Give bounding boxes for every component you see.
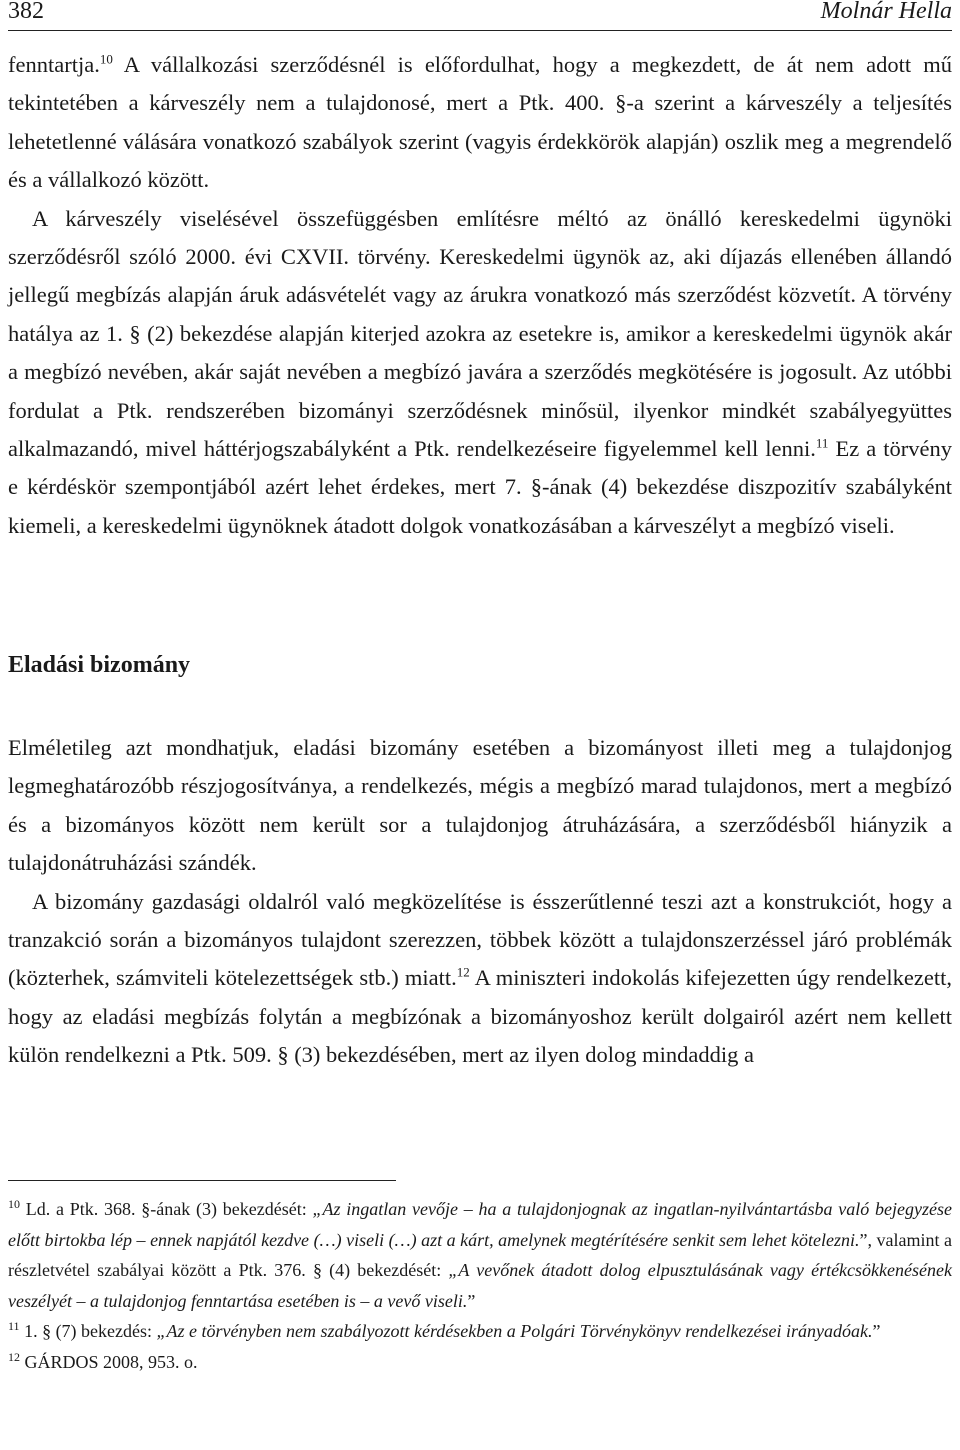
footnote-10: $^{10}$ Ld. a Ptk. 368. §-ának (3) bekezdését: „Az ingatlan vevője – ha a tulajdonjognak az ingatlan-nyilvántartásba való bejegyzése előtt birtokba lép – ennek napjától kezdve (…) viseli (…) azt a kárt, amelynek megtérítésére senkit sem lehet kötelezni.”, valamint a részletvétel szabályai között a Ptk. 376. § (4) bekezdését: „A vevőnek átadott dolog elpusztulásának vagy értékcsökkenésének veszélyét – a tulajdonjog fenntartása esetében is – a vevő viseli.” — [8, 1197, 953, 1311]
paragraph: fenntartja.$^{10}$ A vállalkozási szerződésnél is előfordulhat, hogy a megkezdett, de át nem adott mű tekintetében a kárveszély nem a tulajdonosé, mert a Ptk. 400. §-a szerint a kárveszély a teljesítés lehetetlenné válására vonatkozó szabályok szerint (vagyis érdekkörök alapján) oszlik meg a megrendelő és a vállalkozó között. — [8, 51, 952, 193]
footnote-ref-12: 12 — [456, 964, 470, 980]
running-author: Molnár Hella — [820, 0, 952, 24]
page-header — [8, 0, 952, 31]
paragraph: Elméletileg azt mondhatjuk, eladási bizomány esetében a bizományost illeti meg a tulajdonjog legmeghatározóbb részjogosítványa, a rendelkezés, mégis a megbízó marad tulajdonos, mert a megbízó és a bizományos között nem került sor a tulajdonjog átruházására, a szerződésből hiányzik a tulajdonátruházási szándék. — [8, 735, 952, 876]
footnote-12: $^{12}$ GÁRDOS 2008, 953. o. — [8, 1349, 198, 1372]
footnote-ref-10: 10 — [99, 51, 113, 67]
footnote-11: $^{11}$ 1. § (7) bekezdés: „Az e törvényben nem szabályozott kérdésekben a Polgári Törvénykönyv rendelkezései irányadóak.” — [8, 1319, 881, 1341]
paragraph: A bizomány gazdasági oldalról való megközelítése is ésszerűtlenné teszi azt a konstrukciót, hogy a tranzakció során a bizományos tulajdont szerezzen, többek között a tulajdonszerzéssel járó problémák (közterhek, számviteli kötelezettségek stb.) miatt.$^{12}$ A miniszteri indokolás kifejezetten úgy rendelkezett, hogy az eladási megbízás folytán a megbízónak a bizományoshoz került dolgairól azért nem kellett külön rendelkezni a Ptk. 509. § (3) bekezdésében, mert az ilyen dolog mindaddig a — [8, 888, 952, 1068]
paragraph: A kárveszély viselésével összefüggésben említésre méltó az önálló kereskedelmi ügynöki szerződésről szóló 2000. évi CXVII. törvény. Kereskedelmi ügynök az, aki díjazás ellenében állandó jellegű megbízás alapján áruk adásvételét vagy az árukra vonatkozó más szerződést közvetít. A törvény hatálya az 1. § (2) bekezdése alapján kiterjed azokra az esetekre is, amikor a kereskedelmi ügynök akár a megbízó nevében, akár saját nevében a megbízó javára a szerződés megkötésére is jogosult. Az utóbbi fordulat a Ptk. rendszerében bizományi szerződésnek minősül, ilyenkor mindkét szabályegyüttes alkalmazandó, mivel háttérjogszabályként a Ptk. rendelkezéseire figyelemmel kell lenni.$^{11}$ Ez a törvény e kérdéskör szempontjából azért lehet érdekes, mert 7. §-ának (4) bekezdése diszpozitív szabályként kiemeli, a kereskedelmi ügynöknek átadott dolgok vonatkozásában a kárveszélyt a megbízó viseli. — [8, 205, 952, 538]
body-text-bottom — [8, 729, 952, 1075]
section-heading: Eladási bizomány — [8, 652, 191, 678]
body-text-top — [8, 46, 952, 545]
footnotes — [8, 1194, 952, 1377]
footnote-ref-11: 11 — [815, 435, 829, 451]
footnote-divider — [8, 1180, 396, 1181]
page-number: 382 — [8, 0, 44, 24]
